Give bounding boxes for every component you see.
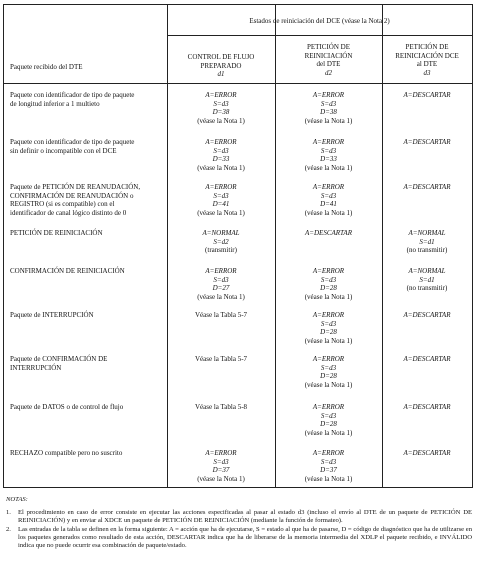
cell-value: D=28 <box>320 420 337 429</box>
row-label-line: Paquete de INTERRUPCIÓN <box>10 311 94 319</box>
cell-value: (véase la Nota 1) <box>304 163 353 172</box>
cell-d2 <box>275 138 382 172</box>
cell-value: A=ERROR <box>312 449 345 457</box>
notes-section <box>6 496 472 550</box>
cell-value: Véase la Tabla 5-8 <box>194 403 248 411</box>
cell-value: S=d2 <box>213 237 229 246</box>
cell-value: A=ERROR <box>205 183 237 191</box>
cell-value: S=d3 <box>320 363 337 372</box>
cell-value: D=38 <box>320 108 337 117</box>
group-header-divider <box>167 35 472 36</box>
row-label <box>10 138 165 155</box>
cell-value: D=33 <box>212 155 230 164</box>
row-label-line: Paquete de CONFIRMACIÓN DE <box>10 355 108 363</box>
cell-value: D=41 <box>320 200 337 209</box>
cell-value: (véase la Nota 1) <box>304 380 353 389</box>
cell-d2 <box>275 267 382 301</box>
column-header-d2: PETICIÓN DE REINICIACIÓN del DTE d2 <box>304 43 353 77</box>
cell-d2 <box>275 183 382 217</box>
cell-value: S=d1 <box>419 275 435 284</box>
cell-d1 <box>167 229 275 255</box>
cell-value: (véase la Nota 1) <box>197 208 245 217</box>
cell-value: S=d1 <box>419 237 435 246</box>
cell-d2 <box>275 355 382 389</box>
cell-value: D=38 <box>212 108 230 117</box>
cell-value: S=d3 <box>320 191 337 200</box>
row-label-line: Paquete de PETICIÓN DE REANUDACIÓN, <box>10 183 141 191</box>
cell-d2 <box>275 91 382 125</box>
row-label <box>10 449 165 458</box>
cell-value: Véase la Tabla 5-7 <box>194 355 248 363</box>
cell-value: A=ERROR <box>312 403 345 411</box>
row-label-line: identificador de canal lógico distinto de 0 <box>10 208 127 217</box>
cell-value: (véase la Nota 1) <box>197 116 245 125</box>
cell-value: (véase la Nota 1) <box>304 336 353 345</box>
cell-value: (véase la Nota 1) <box>304 116 353 125</box>
column-header-d1: CONTROL DE FLUJO PREPARADO d1 <box>187 53 255 79</box>
row-label-line: CONFIRMACIÓN DE REANUDACIÓN o <box>10 191 134 200</box>
cell-d1 <box>167 138 275 172</box>
notes-title: NOTAS: <box>6 496 28 503</box>
cell-value: A=ERROR <box>205 267 237 275</box>
cell-value: Véase la Tabla 5-7 <box>194 311 248 319</box>
row-column-header: Paquete recibido del DTE <box>10 63 83 71</box>
row-label <box>10 267 165 276</box>
cell-value: A=DESCARTAR <box>403 311 451 319</box>
row-label-line: RECHAZO compatible pero no suscrito <box>10 449 123 457</box>
cell-value: S=d3 <box>320 411 337 420</box>
cell-value: (véase la Nota 1) <box>304 208 353 217</box>
cell-value: A=ERROR <box>205 449 237 457</box>
cell-value: D=33 <box>320 155 337 164</box>
cell-value: S=d3 <box>320 457 337 466</box>
cell-value: A=DESCARTAR <box>403 403 451 411</box>
row-label-line: CONFIRMACIÓN DE REINICIACIÓN <box>10 267 125 275</box>
cell-value: S=d3 <box>213 275 229 284</box>
group-header: Estados de reiniciación del DCE (véase la Nota 2) <box>249 17 390 25</box>
cell-value: A=DESCARTAR <box>305 229 352 237</box>
row-label <box>10 91 165 108</box>
cell-d1 <box>167 449 275 483</box>
cell-value: A=DESCARTAR <box>403 91 451 99</box>
cell-value: (transmitir) <box>205 246 237 255</box>
cell-value: D=37 <box>320 466 337 475</box>
cell-value: A=DESCARTAR <box>403 449 451 457</box>
cell-d3 <box>382 355 472 364</box>
cell-value: D=28 <box>320 328 337 337</box>
cell-d3 <box>382 311 472 320</box>
cell-d3 <box>382 91 472 100</box>
cell-d1 <box>167 355 275 364</box>
cell-value: (véase la Nota 1) <box>197 163 245 172</box>
row-label-line: de longitud inferior a 1 multieto <box>10 99 100 108</box>
cell-d3 <box>382 138 472 147</box>
cell-d1 <box>167 183 275 217</box>
cell-value: A=DESCARTAR <box>403 183 451 191</box>
cell-d2 <box>275 229 382 238</box>
cell-value: D=27 <box>212 284 230 293</box>
cell-value: A=ERROR <box>312 267 345 275</box>
cell-d3 <box>382 449 472 458</box>
cell-d3 <box>382 229 472 255</box>
cell-d1 <box>167 403 275 412</box>
cell-d2 <box>275 403 382 437</box>
cell-value: (véase la Nota 1) <box>197 474 245 483</box>
cell-value: A=ERROR <box>312 91 345 99</box>
header-divider <box>4 83 472 84</box>
row-label-line: PETICIÓN DE REINICIACIÓN <box>10 229 103 237</box>
cell-value: (no transmitir) <box>406 246 448 255</box>
cell-value: A=DESCARTAR <box>403 138 451 146</box>
row-label <box>10 229 165 238</box>
cell-value: S=d3 <box>320 275 337 284</box>
cell-d3 <box>382 183 472 192</box>
cell-value: S=d3 <box>320 319 337 328</box>
row-label <box>10 311 165 320</box>
cell-value: D=41 <box>212 200 230 209</box>
cell-value: (véase la Nota 1) <box>304 474 353 483</box>
cell-d3 <box>382 267 472 293</box>
cell-value: S=d3 <box>213 146 229 155</box>
cell-d1 <box>167 267 275 301</box>
cell-value: A=NORMAL <box>408 229 446 237</box>
cell-value: (véase la Nota 1) <box>304 292 353 301</box>
column-header-d3: PETICIÓN DE REINICIACIÓN DCE al DTE d3 <box>395 43 459 77</box>
cell-value: D=28 <box>320 372 337 381</box>
row-label-line: Paquete con identificador de tipo de paquete <box>10 138 135 146</box>
row-label-line: Paquete con identificador de tipo de paquete <box>10 91 135 99</box>
row-label-line: sin definir o incompatible con el DCE <box>10 146 117 155</box>
cell-value: (véase la Nota 1) <box>197 292 245 301</box>
cell-d1 <box>167 311 275 320</box>
cell-value: A=ERROR <box>312 355 345 363</box>
cell-value: S=d3 <box>320 146 337 155</box>
note-1: 1. El procedimiento en caso de error consiste en ejecutar las acciones especificadas al pasar al estado d3 (incluso el envío al DTE de un paquete de PETICIÓN DE REINICIACIÓN) y en enviar al XDCE un paquete de PETICIÓN DE REINICIACIÓN (mediante la función de formateo). <box>6 509 472 525</box>
cell-value: A=ERROR <box>312 183 345 191</box>
cell-value: D=37 <box>212 466 230 475</box>
cell-d2 <box>275 311 382 345</box>
cell-value: A=DESCARTAR <box>403 355 451 363</box>
cell-d1 <box>167 91 275 125</box>
state-table <box>3 4 473 488</box>
cell-value: D=28 <box>320 284 337 293</box>
cell-value: A=ERROR <box>312 138 345 146</box>
cell-value: S=d3 <box>320 99 337 108</box>
cell-value: A=ERROR <box>205 138 237 146</box>
note-2: 2. Las entradas de la tabla se definen en la forma siguiente: A = acción que ha de ejecutarse, S = estado al que ha de pasarse, D = código de diagnóstico que ha de utilizarse en los paquetes generados como resultado de esta acción, DESCARTAR indica que ha de liberarse de la memoria intermedia del XDLP el paquete recibido, e INVÁLIDO indica que no puede ocurrir esa combinación de paquete/estado. <box>6 525 472 550</box>
row-label <box>10 183 165 217</box>
cell-value: A=ERROR <box>205 91 237 99</box>
cell-d2 <box>275 449 382 483</box>
cell-value: (véase la Nota 1) <box>304 428 353 437</box>
cell-value: A=NORMAL <box>202 229 240 237</box>
row-label <box>10 355 165 372</box>
row-label <box>10 403 165 412</box>
cell-value: A=NORMAL <box>408 267 446 275</box>
row-label-line: INTERRUPCIÓN <box>10 363 62 372</box>
cell-value: S=d3 <box>213 191 229 200</box>
cell-value: (no transmitir) <box>406 284 448 293</box>
cell-value: S=d3 <box>213 99 229 108</box>
cell-value: S=d3 <box>213 457 229 466</box>
row-label-line: Paquete de DATOS o de control de flujo <box>10 403 124 411</box>
cell-d3 <box>382 403 472 412</box>
cell-value: A=ERROR <box>312 311 345 319</box>
row-label-line: REGISTRO (si es compatible) con el <box>10 200 115 209</box>
